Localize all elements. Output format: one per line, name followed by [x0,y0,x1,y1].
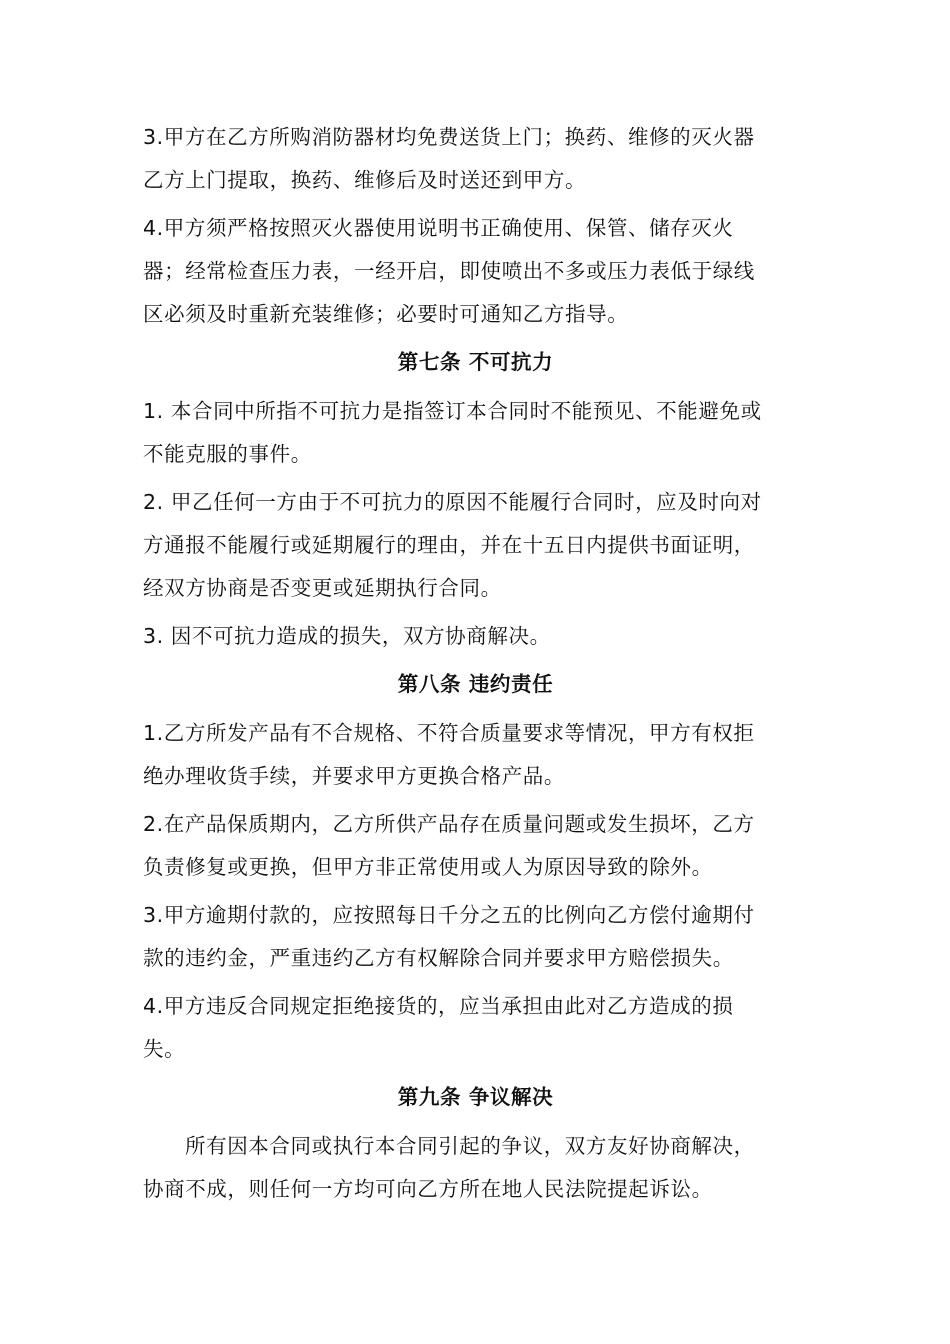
text-line: 款的违约金，严重违约乙方有权解除合同并要求甲方赔偿损失。 [143,946,734,970]
text-line: 1. 本合同中所指不可抗力是指签订本合同时不能预见、不能避免或 [143,399,762,423]
clause-paragraph [143,481,808,610]
text-line: 方通报不能履行或延期履行的理由，并在十五日内提供书面证明， [143,533,755,557]
article-heading: 第九条 争议解决 [397,1085,554,1109]
text-line: 2.在产品保质期内，乙方所供产品存在质量问题或发生损坏，乙方 [143,812,755,836]
article-heading: 第七条 不可抗力 [397,350,554,374]
text-line: 区必须及时重新充装维修；必要时可通知乙方指导。 [143,302,629,326]
clause-paragraph [143,615,808,658]
document-page [143,116,808,1216]
text-line: 4.甲方须严格按照灭火器使用说明书正确使用、保管、储存灭火 [143,216,734,240]
clause-paragraph [143,1125,808,1211]
clause-paragraph [143,390,808,476]
clause-paragraph [143,207,808,336]
text-line: 绝办理收货手续，并要求甲方更换合格产品。 [143,764,565,788]
text-line: 4.甲方违反合同规定拒绝接货的，应当承担由此对乙方造成的损 [143,994,734,1018]
text-line: 不能克服的事件。 [143,442,312,466]
text-line: 3.甲方逾期付款的，应按照每日千分之五的比例向乙方偿付逾期付 [143,903,755,927]
clause-paragraph [143,803,808,889]
text-line: 经双方协商是否变更或延期执行合同。 [143,576,502,600]
text-line: 1.乙方所发产品有不合规格、不符合质量要求等情况，甲方有权拒 [143,721,755,745]
text-line: 器；经常检查压力表，一经开启，即使喷出不多或压力表低于绿线 [143,259,755,283]
text-line: 所有因本合同或执行本合同引起的争议，双方友好协商解决， [185,1134,755,1158]
text-line: 3.甲方在乙方所购消防器材均免费送货上门；换药、维修的灭火器 [143,125,755,149]
clause-paragraph [143,894,808,980]
text-line: 乙方上门提取，换药、维修后及时送还到甲方。 [143,168,587,192]
text-line: 协商不成，则任何一方均可向乙方所在地人民法院提起诉讼。 [143,1177,713,1201]
clause-paragraph [143,116,808,202]
text-line: 3. 因不可抗力造成的损失，双方协商解决。 [143,624,551,648]
clause-paragraph [143,985,808,1071]
text-line: 失。 [143,1037,186,1061]
clause-paragraph [143,712,808,798]
article-heading: 第八条 违约责任 [397,672,554,696]
text-line: 负责修复或更换，但甲方非正常使用或人为原因导致的除外。 [143,855,713,879]
text-line: 2. 甲乙任何一方由于不可抗力的原因不能履行合同时，应及时向对 [143,490,762,514]
